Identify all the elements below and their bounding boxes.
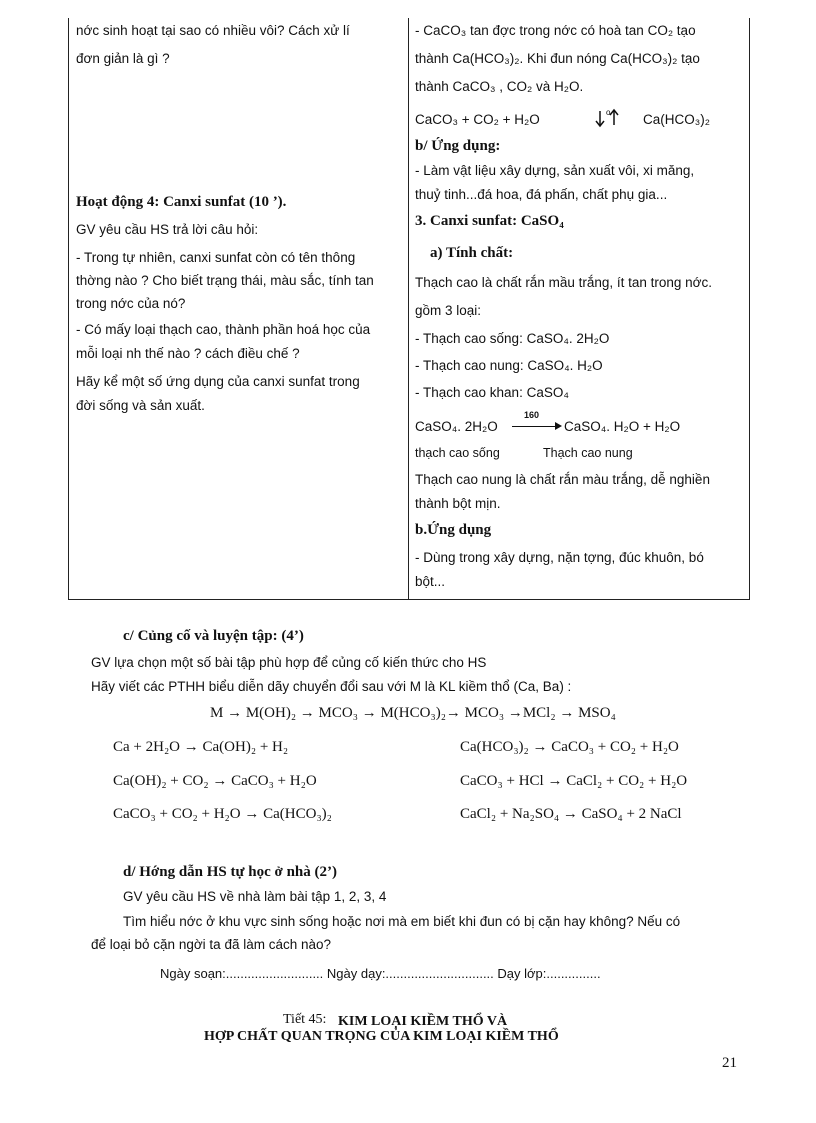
reaction-arrow-head-icon <box>555 422 562 430</box>
lesson-title-line2: HỢP CHẤT QUAN TRỌNG CỦA KIM LOẠI KIỀM THỔ <box>204 1029 559 1044</box>
temperature-label: 160 <box>524 410 540 420</box>
equation-right: Ca(HCO₃)₂ → CaCO₃ + CO₂ + H₂O <box>460 739 679 755</box>
application-heading: b.Ứng dụng <box>415 522 492 538</box>
left-line: GV yêu cầu HS trả lời câu hỏi: <box>76 222 259 237</box>
label-thach-cao-song: thạch cao sống <box>415 446 500 460</box>
dehydration-equation-right: CaSO₄. H₂O + H₂O <box>564 419 681 434</box>
left-line: Hãy kể một số ứng dụng của canxi sunfat trong <box>76 374 360 389</box>
right-line: thành bột mịn. <box>415 496 501 511</box>
table-column-divider <box>408 18 409 599</box>
equation-left: Ca(OH)₂ + CO₂ → CaCO₃ + H₂O <box>113 773 317 789</box>
dehydration-equation-left: CaSO₄. 2H₂O <box>415 419 498 434</box>
section-c-heading: c/ Củng cố và luyện tập: (4’) <box>123 628 304 644</box>
right-line: Thạch cao nung là chất rắn màu trắng, dễ nghiền <box>415 472 710 487</box>
section-d-line: Tìm hiểu nớc ở khu vực sinh sống hoặc nơi mà em biết khi đun có bị cặn hay không? Nếu có <box>123 914 681 929</box>
section-heading: 3. Canxi sunfat: CaSO₄ <box>415 213 564 229</box>
date-fields: Ngày soạn:........................... Ngày dạy:.............................. Dạy lớp:............... <box>160 966 601 981</box>
properties-heading: a) Tính chất: <box>430 245 514 261</box>
page-number: 21 <box>722 1055 737 1071</box>
properties-line: gồm 3 loại: <box>415 303 482 318</box>
label-thach-cao-nung: Thạch cao nung <box>543 446 633 460</box>
equation-right: CaCl₂ + Na₂SO₄ → CaSO₄ + 2 NaCl <box>460 806 682 822</box>
reversible-equation-product: Ca(HCO₃)₂ <box>643 112 710 127</box>
properties-line: Thạch cao là chất rắn mầu trắng, ít tan trong nớc. <box>415 275 713 290</box>
properties-line: - Thạch cao khan: CaSO₄ <box>415 385 569 400</box>
left-intro-line: đơn giản là gì ? <box>76 51 170 66</box>
equation-right: CaCO₃ + HCl → CaCl₂ + CO₂ + H₂O <box>460 773 688 789</box>
section-c-line: GV lựa chọn một số bài tập phù hợp để củng cố kiến thức cho HS <box>91 655 487 670</box>
left-intro-line: nớc sinh hoạt tại sao có nhiều vôi? Cách xử lí <box>76 23 350 38</box>
reaction-arrow-line <box>512 426 556 427</box>
section-c-line: Hãy viết các PTHH biểu diễn dãy chuyển đổi sau với M là KL kiềm thổ (Ca, Ba) : <box>91 679 572 694</box>
activity-heading: Hoạt động 4: Canxi sunfat (10 ’). <box>76 194 287 210</box>
left-line: thờng nào ? Cho biết trạng thái, màu sắc, tính tan <box>76 273 374 288</box>
application-line: thuỷ tinh...đá hoa, đá phấn, chất phụ gia... <box>415 187 668 202</box>
left-line: - Trong tự nhiên, canxi sunfat còn có tên thông <box>76 250 356 265</box>
right-line: - CaCO₃ tan đợc trong nớc có hoà tan CO₂ tạo <box>415 23 696 38</box>
properties-line: - Thạch cao nung: CaSO₄. H₂O <box>415 358 603 373</box>
lesson-number: Tiết 45: <box>283 1012 327 1027</box>
left-line: - Có mấy loại thạch cao, thành phần hoá học của <box>76 322 371 337</box>
application-line: - Dùng trong xây dựng, nặn tợng, đúc khuôn, bó <box>415 550 704 565</box>
left-line: trong nớc của nó? <box>76 296 186 311</box>
application-heading: b/ Ứng dụng: <box>415 138 501 154</box>
conversion-chain: M → M(OH)₂ → MCO₃ → M(HCO₃)₂→ MCO₃ →MCl₂ → MSO₄ <box>210 705 616 721</box>
properties-line: - Thạch cao sống: CaSO₄. 2H₂O <box>415 331 610 346</box>
section-d-heading: d/ Hớng dẫn HS tự học ở nhà (2’) <box>123 864 337 880</box>
right-line: thành Ca(HCO₃)₂. Khi đun nóng Ca(HCO₃)₂ tạo <box>415 51 700 66</box>
equation-left: Ca + 2H₂O → Ca(OH)₂ + H₂ <box>113 739 289 755</box>
left-line: đời sống và sản xuất. <box>76 398 205 413</box>
reversible-arrow-icon <box>592 107 628 129</box>
left-line: mỗi loại nh thế nào ? cách điều chế ? <box>76 346 300 361</box>
right-line: thành CaCO₃ , CO₂ và H₂O. <box>415 79 584 94</box>
reversible-equation-reactants: CaCO₃ + CO₂ + H₂O <box>415 112 540 127</box>
lesson-title-line1: KIM LOẠI KIỀM THỔ VÀ <box>338 1014 508 1029</box>
application-line: - Làm vật liệu xây dựng, sản xuất vôi, xi măng, <box>415 163 695 178</box>
application-line: bột... <box>415 574 446 589</box>
svg-text:o: o <box>606 108 611 117</box>
section-d-line: GV yêu cầu HS về nhà làm bài tập 1, 2, 3, 4 <box>123 889 387 904</box>
equation-left: CaCO₃ + CO₂ + H₂O → Ca(HCO₃)₂ <box>113 806 332 822</box>
section-d-line: để loại bỏ cặn ngời ta đã làm cách nào? <box>91 937 332 952</box>
